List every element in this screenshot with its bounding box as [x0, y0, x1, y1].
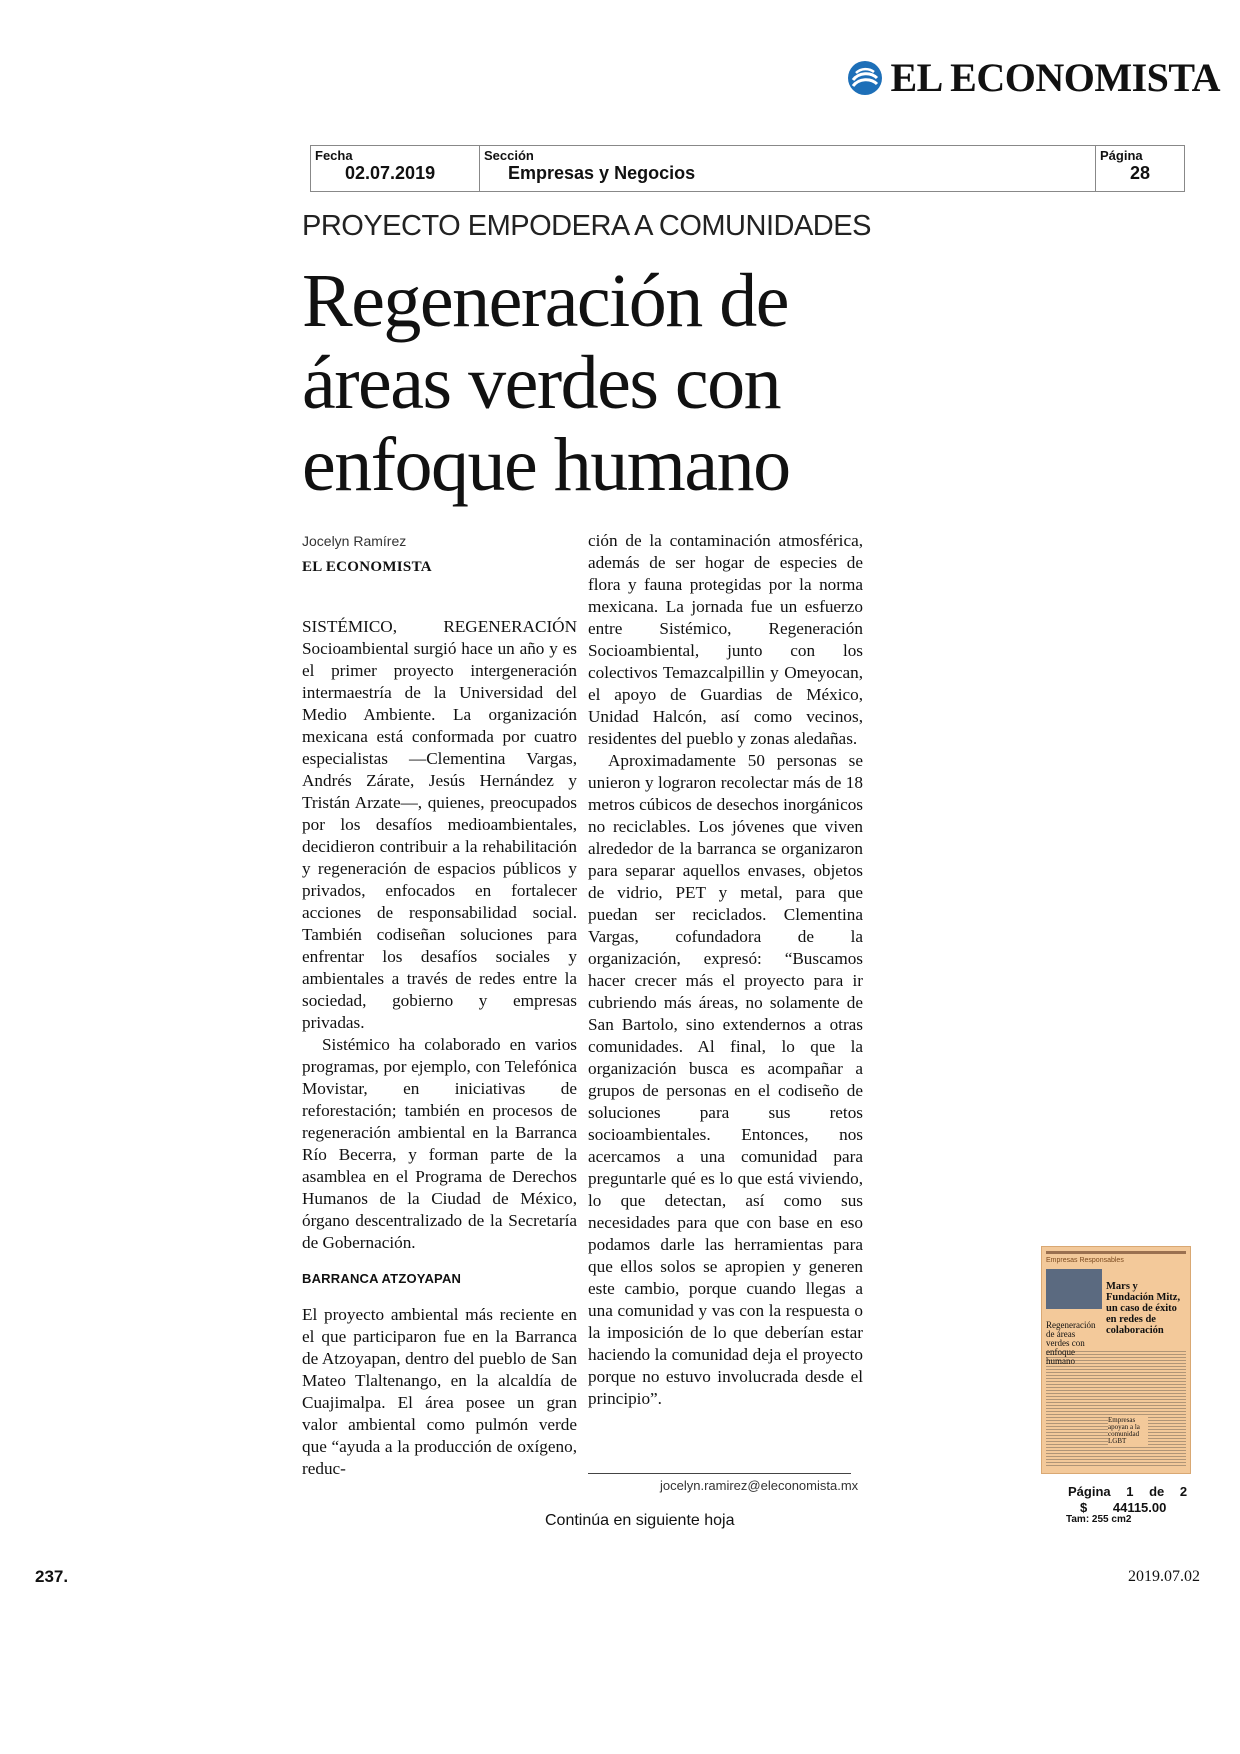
pagina-value: 28: [1130, 163, 1151, 183]
thumbnail-photo: [1046, 1269, 1102, 1309]
thumbnail-text-lines: [1046, 1349, 1186, 1467]
thumbnail-section: Empresas Responsables: [1046, 1257, 1124, 1264]
author-outlet: EL ECONOMISTA: [302, 559, 432, 575]
article-size: Tam: 255 cm2: [1066, 1514, 1132, 1525]
ad-value-amount: 44115.00: [1112, 1500, 1167, 1515]
logo-text: EL ECONOMISTA: [890, 55, 1220, 100]
swirl-logo-icon: [847, 60, 883, 96]
article-kicker: PROYECTO EMPODERA A COMUNIDADES: [302, 210, 871, 242]
article-paragraph: Aproximadamente 50 personas se unieron y lograron recolectar más de 18 metros cúbicos de desechos inorgánicos no reciclables. Los jóvenes que viven alrededor de la barranca se organizaron para separar aquellos envases, objetos de vidrio, PET y metal, para que puedan ser reciclados. Clementina Vargas, cofundadora de la organización, expresó: “Buscamos hacer crecer más el proyecto para ir cubriendo más áreas, no solamente de San Bartolo, sino extendernos a otras comunidades. Al final, lo que la organización busca es acompañar a grupos de personas en el codiseño de soluciones para sus retos socioambientales. Entonces, nos acercamos a una comunidad para preguntarle qué es lo que está viviendo, lo que detectan, así como sus necesidades para que con base en eso podamos darle las herramientas para que ellos solos se apropien y generen este cambio, porque cuando llegas a una comunidad y vas con la respuesta o la imposición de lo que deberían estar haciendo la comunidad deja el proyecto porque no estuvo involucrada desde el principio”.: [588, 751, 863, 1408]
page-counter-label: Página: [1068, 1484, 1111, 1499]
page-counter-total: 2: [1179, 1484, 1188, 1499]
ad-value: [1080, 1500, 1166, 1515]
pagina-label: Página: [1100, 148, 1143, 163]
logo: [847, 54, 1221, 101]
article-paragraph: SISTÉMICO, REGENERACIÓN Socioambiental surgió hace un año y es el primer proyecto intergeneración intermaestría de la Universidad del Medio Ambiente. La organización mexicana está conformada por cuatro especialistas —Clementina Vargas, Andrés Zárate, Jesús Hernández y Tristán Arzate—, quienes, preocupados por los desafíos medioambientales, decidieron contribuir a la rehabilitación y regeneración de espacios públicos y privados, enfocados en fortalecer acciones de responsabilidad social. También codiseñan soluciones para enfrentar los desafíos sociales y ambientales a través de redes entre la sociedad, gobierno y empresas privadas.: [302, 617, 577, 1032]
pagina-cell: [1096, 146, 1185, 192]
article-paragraph: Sistémico ha colaborado en varios programas, por ejemplo, con Telefónica Movistar, en iniciativas de reforestación; también en procesos de regeneración ambiental en la Barranca Río Becerra, y forman parte de la asamblea en el Programa de Derechos Humanos de la Ciudad de México, órgano descentralizado de la Secretaría de Gobernación.: [302, 1035, 577, 1252]
thumbnail-topbar: [1046, 1251, 1186, 1254]
seccion-label: Sección: [484, 148, 534, 163]
fecha-label: Fecha: [315, 148, 353, 163]
article-subhead: BARRANCA ATZOYAPAN: [302, 1271, 462, 1286]
email-divider: [588, 1473, 851, 1474]
thumbnail-related-headline: Regeneración de áreas verdes con enfoque humano: [1046, 1320, 1096, 1366]
thumbnail-headline: Mars y Fundación Mitz, un caso de éxito en redes de colaboración: [1106, 1281, 1181, 1336]
metadata-table: [310, 145, 1185, 192]
article-paragraph: El proyecto ambiental más reciente en el que participaron fue en la Barranca de Atzoyapan, dentro del pueblo de San Mateo Tlaltenango, en la alcaldía de Cuajimalpa. El área posee un gran valor ambiental como pulmón verde que “ayuda a la producción de oxígeno, reduc-: [302, 1305, 577, 1478]
article-column-2: [588, 530, 863, 1410]
currency-symbol: $: [1080, 1500, 1088, 1515]
thumbnail-box: Empresas apoyan a la comunidad LGBT: [1108, 1417, 1148, 1445]
author-name: Jocelyn Ramírez: [302, 533, 407, 549]
author-email: jocelyn.ramirez@eleconomista.mx: [660, 1478, 859, 1493]
footer-date: 2019.07.02: [1128, 1568, 1200, 1585]
page-counter: [1068, 1484, 1199, 1499]
page-counter-of: de: [1149, 1484, 1165, 1499]
article-column-1: [302, 530, 577, 1480]
fecha-value: 02.07.2019: [345, 163, 436, 183]
page-counter-current: 1: [1126, 1484, 1134, 1499]
continued-note: Continúa en siguiente hoja: [545, 1512, 735, 1529]
fecha-cell: [311, 146, 480, 192]
seccion-value: Empresas y Negocios: [508, 163, 696, 183]
page-thumbnail: [1041, 1246, 1191, 1474]
article-headline: Regeneración de áreas verdes con enfoque humano: [302, 259, 790, 507]
document-number: 237.: [35, 1567, 69, 1586]
article-paragraph: ción de la contaminación atmosférica, además de ser hogar de especies de flora y fauna protegidas por la norma mexicana. La jornada fue un esfuerzo entre Sistémico, Regeneración Socioambiental, junto con los colectivos Temazcalpillin y Omeyocan, el apoyo de Guardias de México, Unidad Halcón, así como vecinos, residentes del pueblo y zonas aledañas.: [588, 531, 863, 748]
seccion-cell: [480, 146, 1096, 192]
